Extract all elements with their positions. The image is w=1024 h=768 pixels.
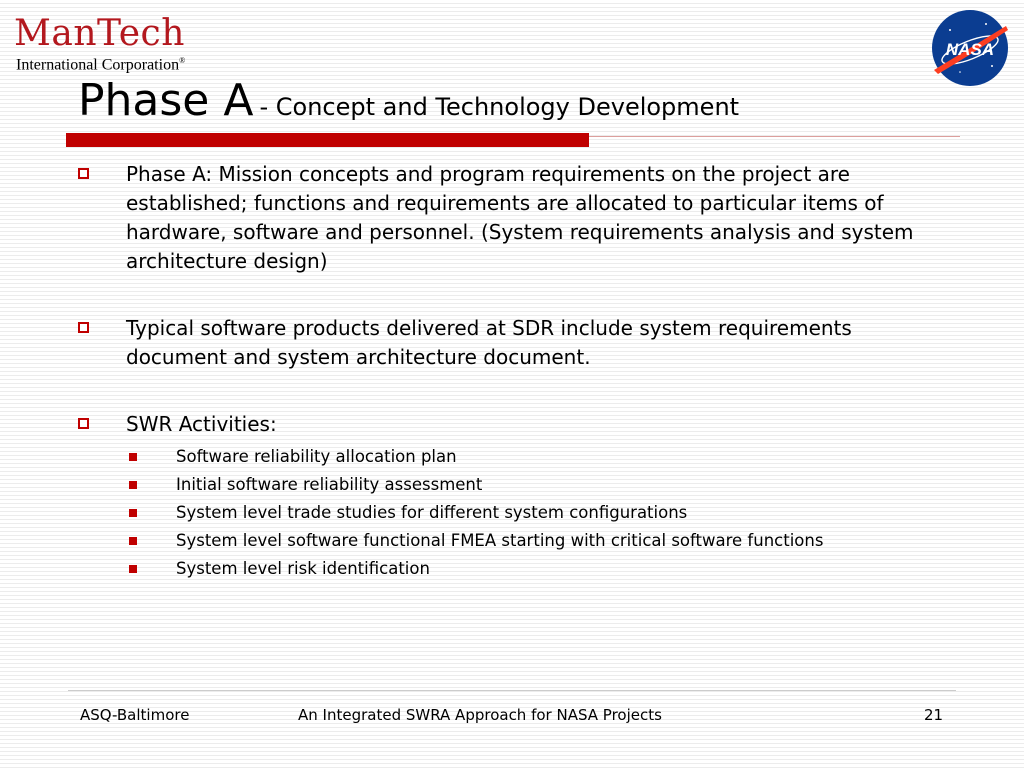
mantech-logo: [14, 14, 185, 72]
nasa-logo-text: NASA: [945, 40, 995, 59]
bullet-text: Phase A: Mission concepts and program requirements on the project are established; functions and requirements are allocated to particular items of hardware, software and personnel. (System requirements analysis and system architecture design): [126, 162, 914, 273]
hollow-square-bullet-icon: [78, 418, 89, 429]
hollow-square-bullet-icon: [78, 168, 89, 179]
list-item-text: System level trade studies for different system configurations: [176, 503, 688, 522]
nasa-logo: [930, 8, 1010, 88]
mantech-logo-subtitle-text: International Corporation: [16, 56, 180, 74]
slide-title: [78, 76, 739, 126]
list-item: [76, 557, 946, 581]
mantech-logo-name: ManTech: [14, 13, 185, 54]
filled-square-bullet-icon: [129, 509, 137, 517]
list-item: [76, 445, 946, 469]
slide-title-subtitle: - Concept and Technology Development: [259, 93, 740, 121]
filled-square-bullet-icon: [129, 565, 137, 573]
footer-center: An Integrated SWRA Approach for NASA Projects: [298, 706, 662, 724]
filled-square-bullet-icon: [129, 537, 137, 545]
list-item: [76, 529, 946, 553]
list-item: [76, 473, 946, 497]
footer-divider: [68, 690, 956, 691]
list-item-text: Initial software reliability assessment: [176, 475, 483, 494]
bullet-swr-activities: [76, 410, 946, 439]
title-underline-thin: [589, 136, 960, 137]
registered-mark: ®: [179, 56, 186, 65]
hollow-square-bullet-icon: [78, 322, 89, 333]
footer-left: ASQ-Baltimore: [80, 706, 190, 724]
filled-square-bullet-icon: [129, 481, 137, 489]
bullet-sdr-products: [76, 314, 946, 372]
bullet-text: SWR Activities:: [126, 412, 277, 436]
list-item: [76, 501, 946, 525]
swr-activities-list: [76, 445, 946, 581]
slide-content: [76, 160, 946, 585]
list-item-text: System level software functional FMEA starting with critical software functions: [176, 531, 824, 550]
list-item-text: Software reliability allocation plan: [176, 447, 457, 466]
title-underline-red: [66, 133, 589, 147]
bullet-phase-a: [76, 160, 946, 276]
page-number: 21: [924, 706, 944, 724]
bullet-text: Typical software products delivered at SDR include system requirements document and system architecture document.: [126, 316, 852, 369]
mantech-logo-subtitle: [16, 54, 185, 72]
list-item-text: System level risk identification: [176, 559, 430, 578]
filled-square-bullet-icon: [129, 453, 137, 461]
slide-title-main: Phase A: [78, 75, 254, 126]
